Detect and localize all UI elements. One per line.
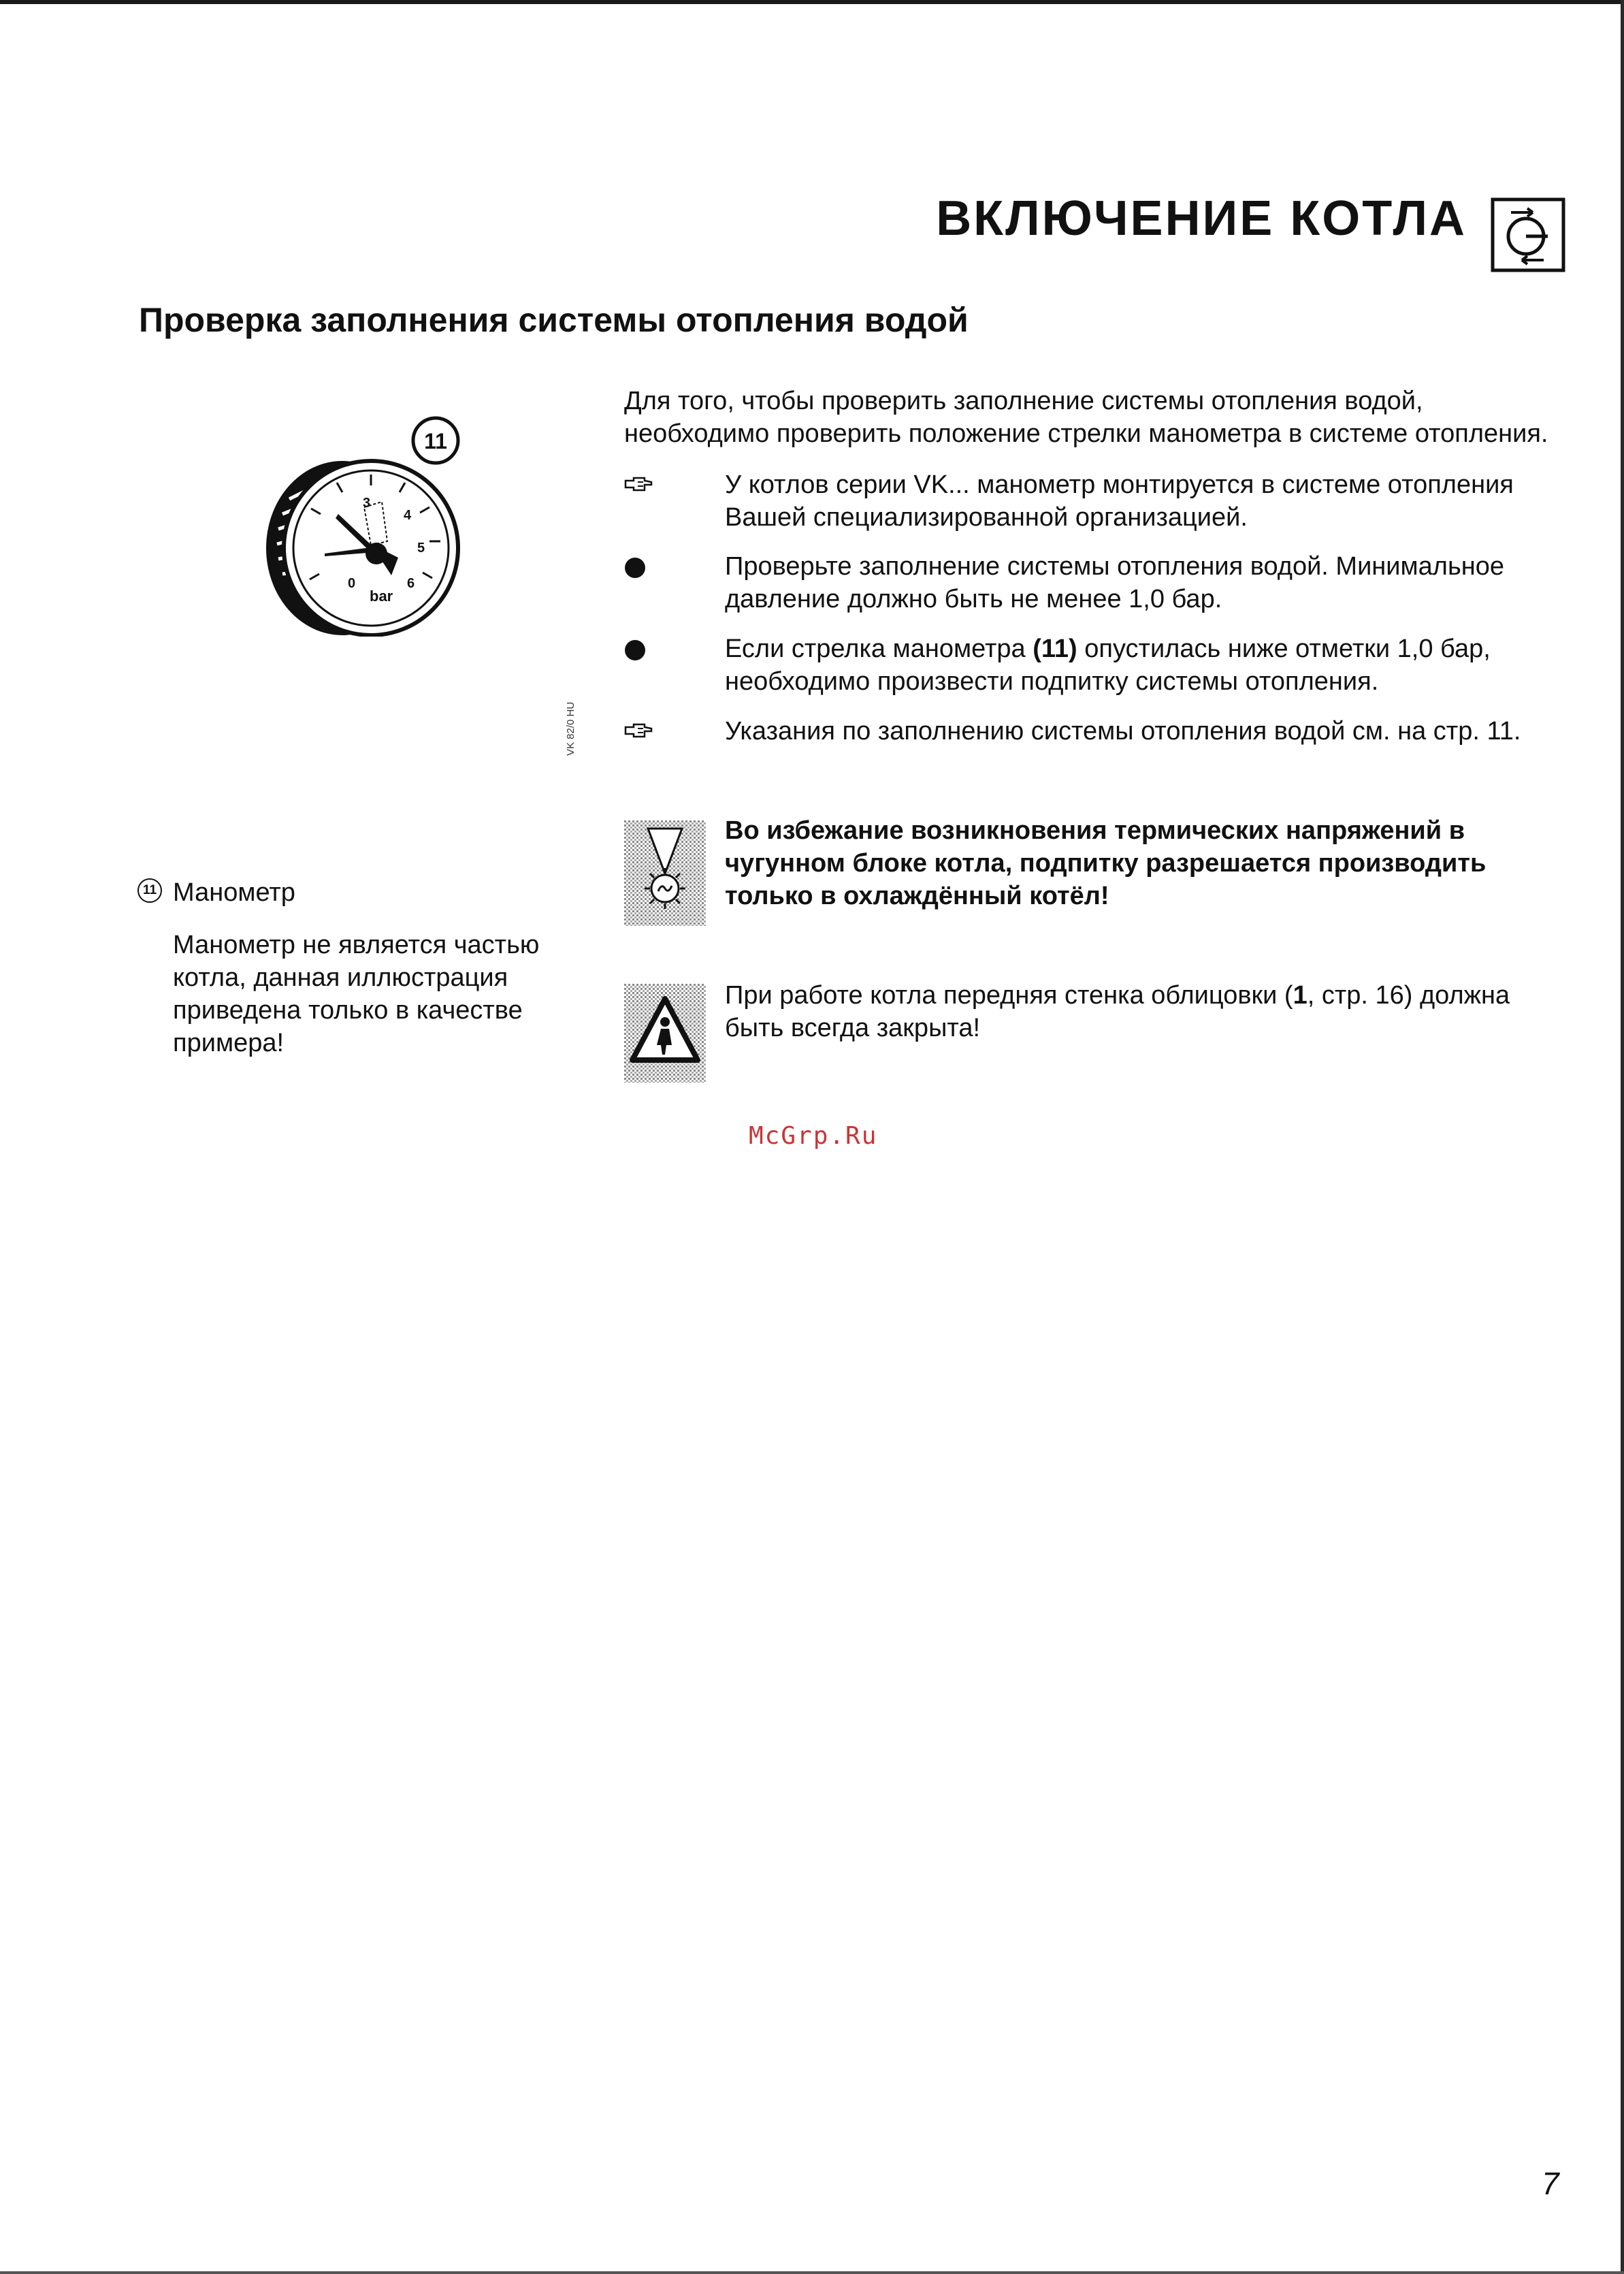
list-item xyxy=(624,468,1570,537)
boiler-power-icon xyxy=(1491,197,1565,272)
bullet-text: Проверьте заполнение системы отопления водой. Минимальное давление должно быть не менее 1,0 бар. xyxy=(725,552,1504,613)
gauge-tick-6: 6 xyxy=(407,576,415,591)
scan-edge-top xyxy=(0,0,1624,4)
figure-reference: (11) xyxy=(1033,635,1077,663)
legend-number: 11 xyxy=(137,878,162,903)
figure-code: VK 82/0 HU xyxy=(565,701,576,756)
note-text: Указания по заполнению системы отопления водой см. на стр. 11. xyxy=(725,717,1521,746)
scan-edge-bottom xyxy=(0,2271,1624,2274)
note-text: У котлов серии VK... манометр монтируется в системе отопления Вашей специализированной организацией. xyxy=(725,470,1514,532)
thermal-stress-warning-icon xyxy=(624,820,706,926)
gauge-tick-0: 0 xyxy=(348,576,356,591)
figure-reference: 1 xyxy=(1293,981,1308,1010)
pointing-hand-icon xyxy=(624,477,653,493)
danger-warning-text: При работе котла передняя стенка облицовки (1, стр. 16) должна быть всегда закрыта! xyxy=(725,981,1510,1042)
figure-callout: 11 xyxy=(424,429,447,453)
gauge-tick-3: 3 xyxy=(363,496,371,511)
pressure-gauge-illustration xyxy=(262,412,466,637)
scan-edge-right xyxy=(1621,0,1624,2274)
gauge-tick-5: 5 xyxy=(417,541,425,556)
bullet-icon xyxy=(625,640,645,660)
thermal-warning-text: Во избежание возникновения термических напряжений в чугунном блоке котла, подпитку разрешается производить только в охлаждённый котёл! xyxy=(725,816,1487,910)
gauge-tick-4: 4 xyxy=(404,508,412,523)
intro-paragraph: Для того, чтобы проверить заполнение системы отопления водой, необходимо проверить положение стрелки манометра в системе отопления. xyxy=(624,387,1548,448)
watermark: McGrp.Ru xyxy=(749,1122,878,1150)
bullet-text: Если стрелка манометра (11) опустилась ниже отметки 1,0 бар, необходимо произвести подпитку системы отопления. xyxy=(725,635,1491,696)
bullet-icon xyxy=(625,558,645,578)
legend-text: Манометр не является частью котла, данная иллюстрация приведена только в качестве примера! xyxy=(173,931,540,1057)
danger-triangle-icon xyxy=(624,984,706,1083)
pointing-hand-icon xyxy=(624,723,653,739)
list-item xyxy=(624,632,1570,701)
legend-label: Манометр xyxy=(173,878,295,907)
page-number: 7 xyxy=(1542,2166,1559,2201)
page-title: ВКЛЮЧЕНИЕ КОТЛА xyxy=(936,191,1467,246)
section-heading: Проверка заполнения системы отопления водой xyxy=(139,301,969,339)
list-item xyxy=(624,550,1570,618)
gauge-unit: bar xyxy=(370,588,393,605)
list-item xyxy=(624,715,1570,749)
